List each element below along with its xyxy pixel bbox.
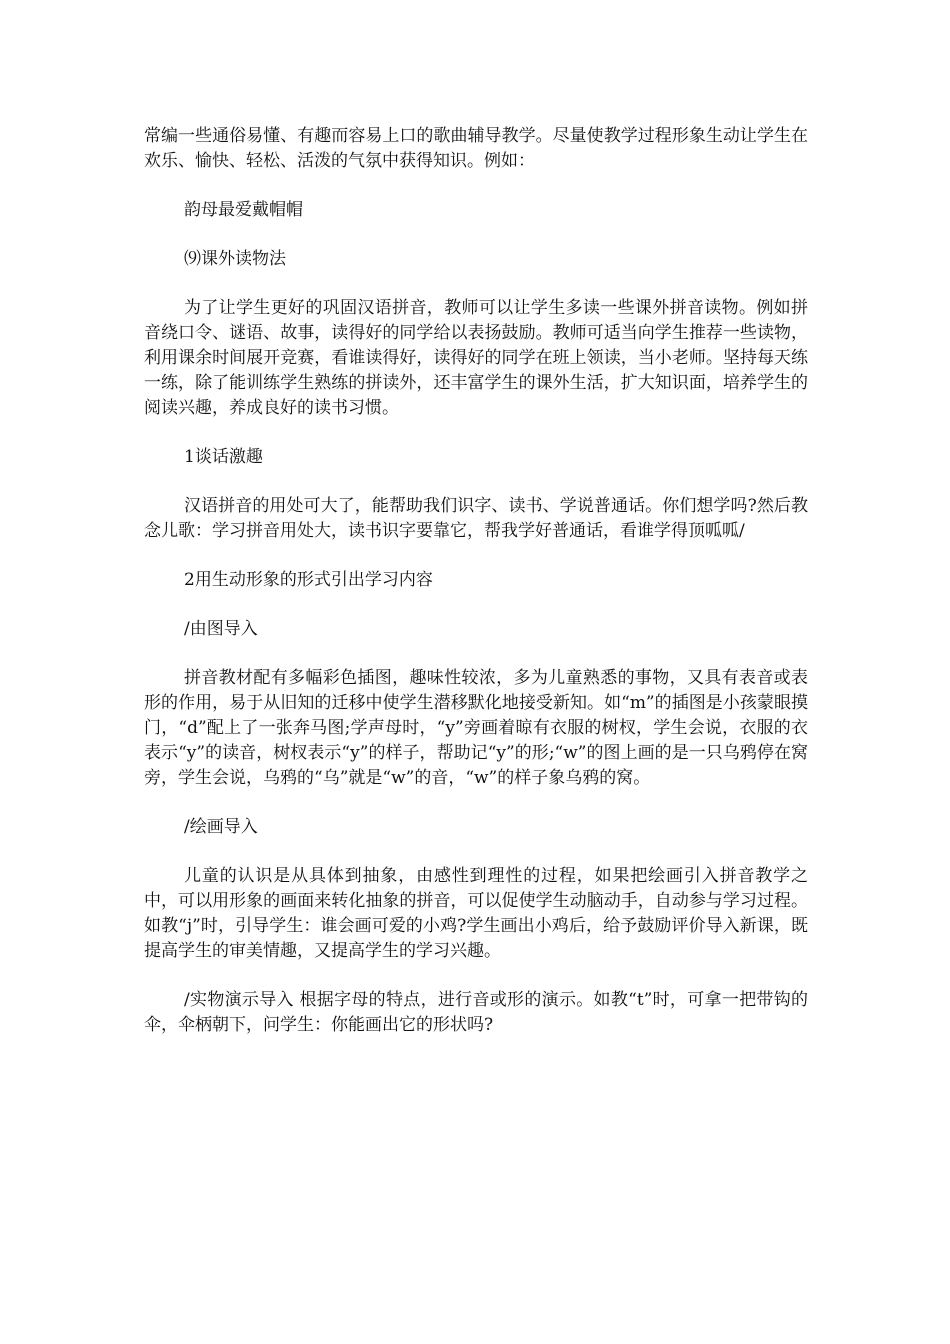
heading-talk-interest: 1谈话激趣 <box>184 447 263 467</box>
heading-drawing-intro: /绘画导入 <box>184 817 258 837</box>
paragraph-drawing-intro: 儿童的认识是从具体到抽象，由感性到理性的过程，如果把绘画引入拼音教学之中，可以用形象的画面来转化抽象的拼音，可以促使学生动脑动手，自动参与学习过程。如教“j”时，引导学生：谁会画可爱的小鸡?学生画出小鸡后，给予鼓励评价导入新课，既提高学生的审美情趣，又提高学生的学习兴趣。 <box>144 866 808 961</box>
paragraph-extracurricular-reading: 为了让学生更好的巩固汉语拼音，教师可以让学生多读一些课外拼音读物。例如拼音绕口令、谜语、故事，读得好的同学给以表扬鼓励。教师可适当向学生推荐一些读物，利用课余时间展开竞赛，看谁读得好，读得好的同学在班上领读，当小老师。坚持每天练一练，除了能训练学生熟练的拼读外，还丰富学生的课外生活，扩大知识面，培养学生的阅读兴趣，养成良好的读书习惯。 <box>144 298 808 418</box>
paragraph-talk-interest: 汉语拼音的用处可大了，能帮助我们识字、读书、学说普通话。你们想学吗?然后教念儿歌：学习拼音用处大，读书识字要靠它，帮我学好普通话，看谁学得顶呱呱/ <box>144 496 808 541</box>
document-body <box>144 124 808 1038</box>
heading-extracurricular-reading: ⑼课外读物法 <box>184 249 286 269</box>
paragraph-intro: 常编一些通俗易懂、有趣而容易上口的歌曲辅导教学。尽量使教学过程形象生动让学生在欢乐、愉快、轻松、活泼的气氛中获得知识。例如： <box>144 126 808 171</box>
paragraph-picture-intro: 拼音教材配有多幅彩色插图，趣味性较浓，多为儿童熟悉的事物，又具有表音或表形的作用，易于从旧知的迁移中使学生潜移默化地接受新知。如“m”的插图是小孩蒙眼摸门，“d”配上了一张奔马图;学声母时，“y”旁画着晾有衣服的树杈，学生会说，衣服的衣表示“y”的读音，树杈表示“y”的样子，帮助记“y”的形;“w”的图上画的是一只乌鸦停在窝旁，学生会说，乌鸦的“乌”就是“w”的音，“w”的样子象乌鸦的窝。 <box>144 668 808 788</box>
heading-vivid-forms: 2用生动形象的形式引出学习内容 <box>184 570 433 590</box>
paragraph-object-demo: /实物演示导入 根据字母的特点，进行音或形的演示。如教“t”时，可拿一把带钩的伞，伞柄朝下，问学生：你能画出它的形状吗? <box>144 990 808 1035</box>
heading-picture-intro: /由图导入 <box>184 619 258 639</box>
paragraph-song-title: 韵母最爱戴帽帽 <box>184 200 303 220</box>
